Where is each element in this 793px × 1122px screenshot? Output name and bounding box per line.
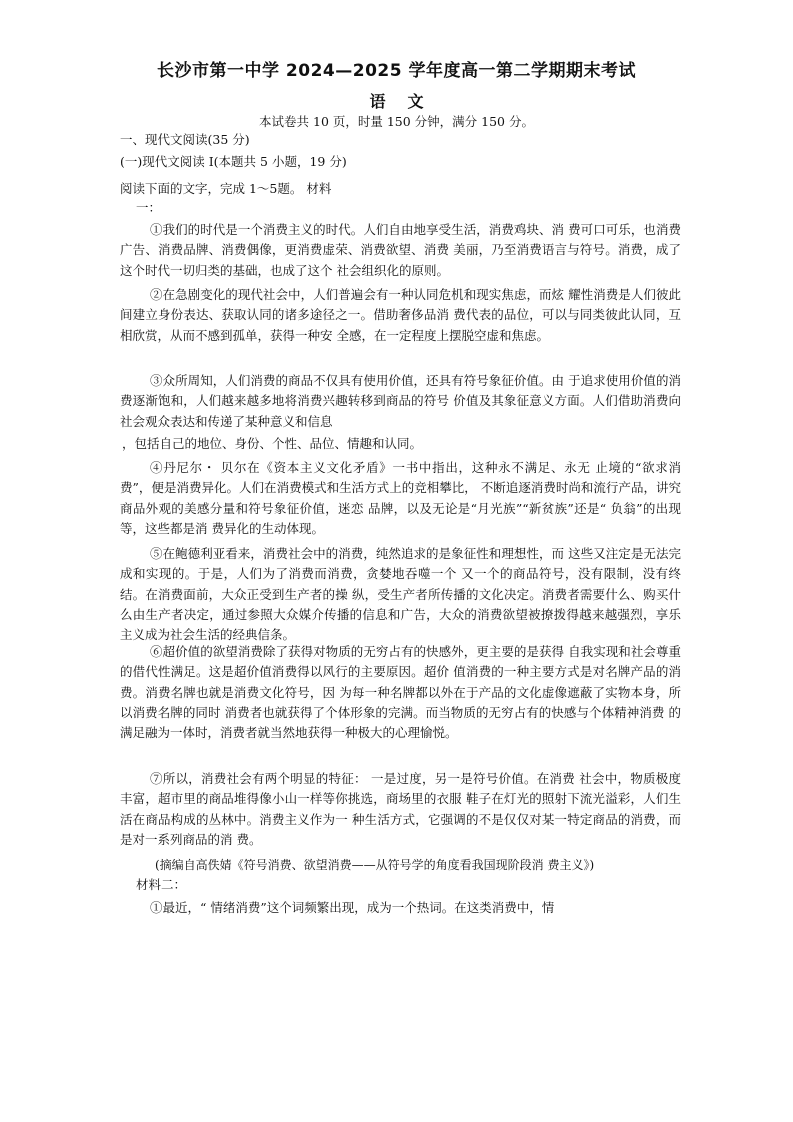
material-one-paragraph-2: ②在急剧变化的现代社会中，人们普遍会有一种认同危机和现实焦虑，而炫 耀性消费是人们彼此间建立身份表达、获取认同的诸多途径之一。借助奢侈品消 费代表的品位，可以与同类彼此认同，互相欣赏，从而不感到孤单，获得一种安 全感，在一定程度上摆脱空虚和焦虑。 [120,287,681,343]
subject-title: 语文 [369,92,446,111]
material-one-paragraph-5: ⑤在鲍德利亚看来，消费社会中的消费，纯然追求的是象征性和理想性，而 这些又注定是无法完成和实现的。于是，人们为了消费而消费，贪婪地吞噬一个 又一个的商品符号，没有限制，没有终结。在消费面前，大众正受到生产者的操 纵，受生产者所传播的文化决定。消费者需要什么、购买什么由生产者决定，通过参照大众媒介传播的信息和广告，大众的消费欲望被撩拨得越来越强烈，享乐 主义成为社会生活的经典信条。 [120,546,681,643]
material-two-paragraph-1: ①最近，“ 情绪消费”这个词频繁出现，成为一个热词。在这类消费中，情 [150,900,555,915]
material-one-paragraph-3-continued: ，包括自己的地位、身份、个性、品位、情趣和认同。 [122,436,423,451]
material-one-citation: (摘编自高佚婧《符号消费、欲望消费——从符号学的角度看我国现阶段消 费主义》) [155,858,595,872]
material-one-paragraph-4: ④丹尼尔・ 贝尔在《资本主义文化矛盾》一书中指出，这种永不满足、永无 止境的“欲求消费”，便是消费异化。人们在消费模式和生活方式上的竞相攀比， 不断追逐消费时尚和流行产品，讲究商品外观的美感分量和符号象征价值，迷恋 品牌，以及无论是“月光族”“新贫族”还是“ 负翁”的出现等，这些都是消 费异化的生动体现。 [120,460,681,536]
exam-title: 长沙市第一中学 2024—2025 学年度高一第二学期期末考试 [157,61,636,81]
reading-instruction: 阅读下面的文字，完成 1～5题。 材料 [120,181,332,196]
section-heading: 一、现代文阅读(35 分) [120,132,250,147]
material-one-label: 一： [136,200,162,215]
section-subheading: (一)现代文阅读 I(本题共 5 小题，19 分) [120,154,347,169]
exam-info: 本试卷共 10 页，时量 150 分钟，满分 150 分。 [259,114,534,129]
material-two-label: 材料二： [136,877,187,892]
material-one-paragraph-3: ③众所周知，人们消费的商品不仅具有使用价值，还具有符号象征价值。由 于追求使用价值的消费逐渐饱和，人们越来越多地将消费兴趣转移到商品的符号 价值及其象征意义方面。人们借助消费向社会观众表达和传递了某种意义和信息 [120,373,681,429]
material-one-paragraph-7: ⑦所以，消费社会有两个明显的特征： 一是过度，另一是符号价值。在消费 社会中，物质极度丰富，超市里的商品堆得像小山一样等你挑选，商场里的衣服 鞋子在灯光的照射下流光溢彩，人们生活在商品构成的丛林中。消费主义作为一 种生活方式，它强调的不是仅仅对某一特定商品的消费，而是对一系列商品的消 费。 [120,771,681,847]
material-one-paragraph-6: ⑥超价值的欲望消费除了获得对物质的无穷占有的快感外，更主要的是获得 自我实现和社会尊重的借代性满足。这是超价值消费得以风行的主要原因。超价 值消费的一种主要方式是对名牌产品的消费。消费名牌也就是消费文化符号，因 为每一种名牌都以外在于产品的文化虚像遮蔽了实物本身，所以消费名牌的同时 消费者也就获得了个体形象的完满。而当物质的无穷占有的快感与个体精神消费 的满足融为一体时，消费者就当然地获得一种极大的心理愉悦。 [120,644,681,741]
material-one-paragraph-1: ①我们的时代是一个消费主义的时代。人们自由地享受生活，消费鸡块、消 费可口可乐，也消费广告、消费品牌、消费偶像，更消费虚荣、消费欲望、消费 美丽，乃至消费语言与符号。消费，成了这个时代一切归类的基础，也成了这个 社会组织化的原则。 [120,222,681,278]
